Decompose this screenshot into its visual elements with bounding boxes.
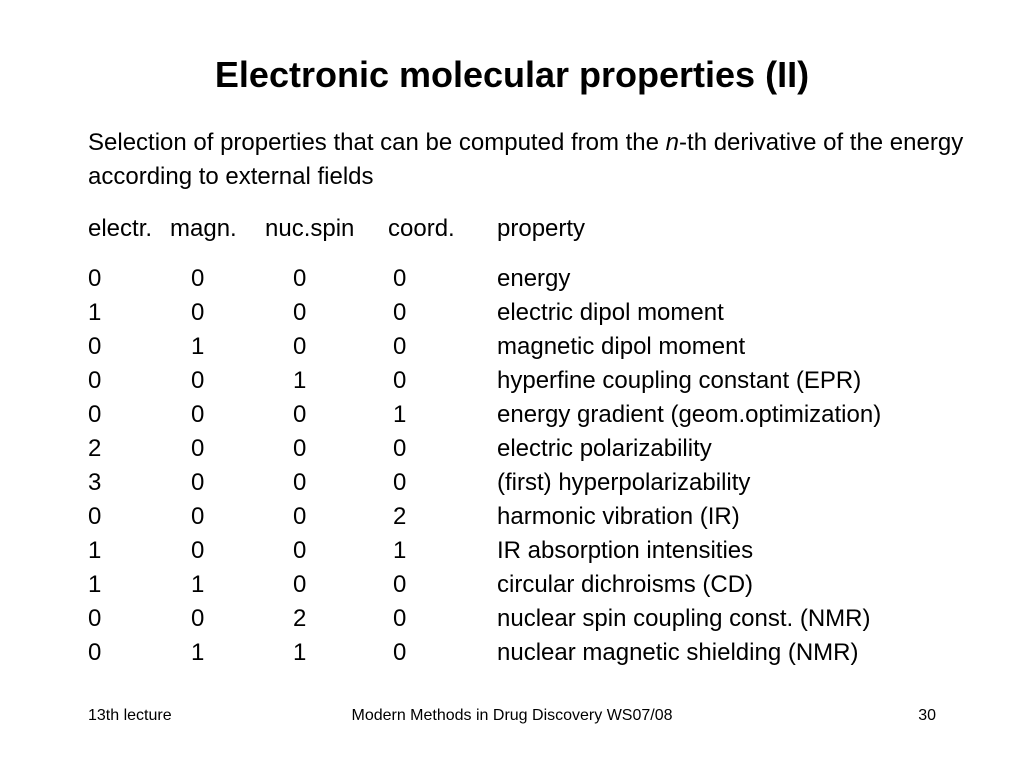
footer-lecture: 13th lecture [88,707,172,724]
header-nuc-spin: nuc.spin [265,215,355,242]
header-coord: coord. [388,215,455,242]
slide-title: Electronic molecular properties (II) [214,54,810,95]
cell-property: nuclear spin coupling const. (NMR) [497,605,871,632]
cell-magn: 0 [191,503,205,530]
header-electr: electr. [88,215,153,242]
cell-coord: 1 [393,537,407,564]
cell-magn: 1 [191,333,205,360]
intro-text [88,126,968,194]
cell-property: (first) hyperpolarizability [497,469,751,496]
cell-electr: 0 [88,605,102,632]
cell-magn: 0 [191,367,205,394]
cell-magn: 0 [191,537,205,564]
cell-electr: 0 [88,333,102,360]
cell-magn: 0 [191,435,205,462]
cell-magn: 0 [191,469,205,496]
cell-nuc-spin: 1 [293,639,307,666]
cell-nuc-spin: 0 [293,401,307,428]
header-property: property [497,215,586,242]
cell-property: IR absorption intensities [497,537,754,564]
cell-nuc-spin: 0 [293,503,307,530]
cell-property: energy [497,265,571,292]
cell-electr: 0 [88,367,102,394]
cell-coord: 1 [393,401,407,428]
cell-electr: 0 [88,639,102,666]
cell-coord: 0 [393,435,407,462]
cell-property: harmonic vibration (IR) [497,503,740,530]
intro-text-after: -th derivative of the energy according to external fields [88,129,964,190]
cell-magn: 1 [191,571,205,598]
header-magn: magn. [170,215,237,242]
cell-nuc-spin: 2 [293,605,307,632]
cell-electr: 2 [88,435,102,462]
cell-property: circular dichroisms (CD) [497,571,754,598]
cell-nuc-spin: 0 [293,571,307,598]
cell-electr: 1 [88,571,102,598]
cell-coord: 0 [393,571,407,598]
cell-electr: 3 [88,469,102,496]
cell-coord: 0 [393,265,407,292]
cell-magn: 0 [191,299,205,326]
cell-coord: 2 [393,503,407,530]
cell-property: electric dipol moment [497,299,724,326]
cell-nuc-spin: 1 [293,367,307,394]
cell-electr: 1 [88,299,102,326]
cell-coord: 0 [393,299,407,326]
intro-text-before: Selection of properties that can be computed from the [88,129,666,156]
cell-nuc-spin: 0 [293,537,307,564]
cell-magn: 0 [191,605,205,632]
cell-nuc-spin: 0 [293,333,307,360]
cell-property: electric polarizability [497,435,712,462]
cell-magn: 0 [191,401,205,428]
cell-coord: 0 [393,605,407,632]
cell-property: nuclear magnetic shielding (NMR) [497,639,859,666]
cell-nuc-spin: 0 [293,435,307,462]
footer-page-number: 30 [918,707,936,724]
cell-coord: 0 [393,367,407,394]
cell-nuc-spin: 0 [293,299,307,326]
cell-property: hyperfine coupling constant (EPR) [497,367,862,394]
cell-coord: 0 [393,469,407,496]
cell-electr: 0 [88,265,102,292]
cell-property: energy gradient (geom.optimization) [497,401,882,428]
footer-course: Modern Methods in Drug Discovery WS07/08 [351,707,673,724]
cell-property: magnetic dipol moment [497,333,746,360]
cell-nuc-spin: 0 [293,265,307,292]
cell-nuc-spin: 0 [293,469,307,496]
cell-magn: 0 [191,265,205,292]
cell-electr: 0 [88,503,102,530]
cell-electr: 1 [88,537,102,564]
cell-magn: 1 [191,639,205,666]
cell-electr: 0 [88,401,102,428]
cell-coord: 0 [393,639,407,666]
cell-coord: 0 [393,333,407,360]
intro-text-italic: n [665,129,680,156]
